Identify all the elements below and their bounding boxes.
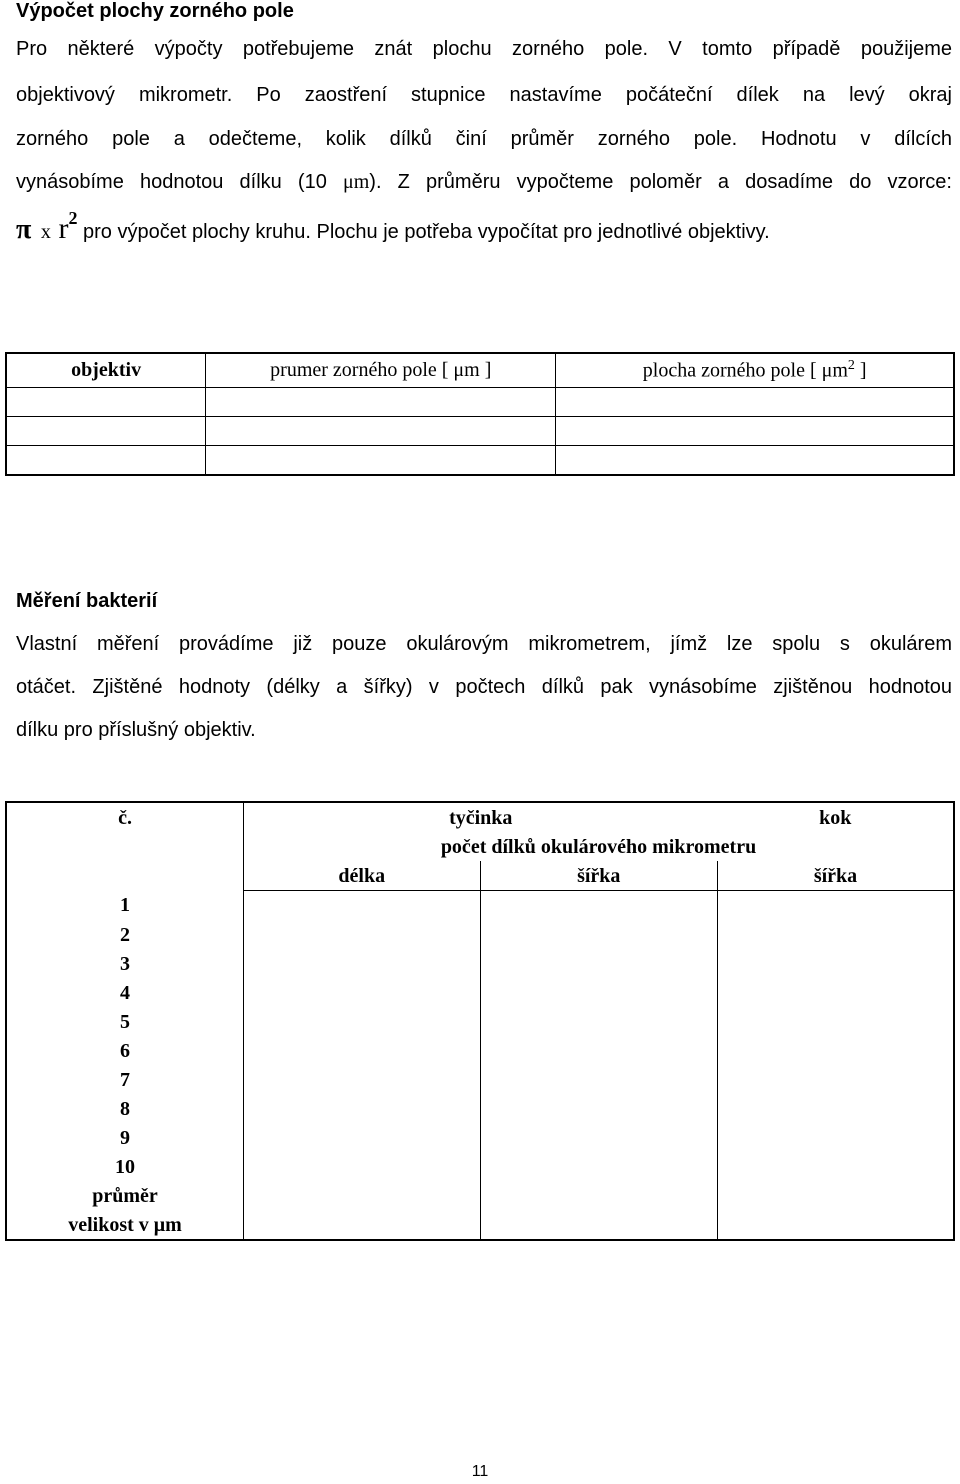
table-cell: [480, 1065, 717, 1094]
header-objective: objektiv: [6, 353, 206, 388]
header-length: délka: [244, 861, 480, 891]
section-heading-bacteria: Měření bakterií: [16, 590, 158, 612]
table-cell: [6, 388, 206, 417]
table-cell: [244, 978, 480, 1007]
table-cell: [717, 978, 954, 1007]
row-label: průměr: [6, 1181, 244, 1210]
table-row: [6, 388, 954, 417]
table-cell: [206, 388, 556, 417]
table-subheader-row: [6, 861, 954, 891]
page-number: 11: [471, 1463, 489, 1480]
table-subheader-row: [6, 832, 954, 861]
paragraph-line: dílku pro příslušný objektiv.: [16, 719, 256, 741]
paragraph-line: [16, 171, 952, 194]
table-row: [6, 1094, 954, 1123]
paragraph-line: objektivový mikrometr. Po zaostření stupnice nastavíme počáteční dílek na levý okraj: [16, 84, 952, 106]
formula-times: x: [40, 221, 51, 243]
table-row: [6, 1210, 954, 1240]
table-cell: [480, 1007, 717, 1036]
row-label: 9: [6, 1123, 244, 1152]
table-header-row: [6, 353, 954, 388]
paragraph-line: Vlastní měření provádíme již pouze okulárovým mikrometrem, jímž lze spolu s okulárem: [16, 633, 952, 655]
table-cell: [556, 417, 954, 446]
header-width-rod: šířka: [480, 861, 717, 891]
table-cell: [717, 1007, 954, 1036]
section-heading-field-of-view: Výpočet plochy zorného pole: [16, 0, 294, 22]
row-label: 4: [6, 978, 244, 1007]
table-cell: [480, 1094, 717, 1123]
row-label: 8: [6, 1094, 244, 1123]
table-cell: [556, 388, 954, 417]
header-number: č.: [6, 802, 244, 832]
formula-pi: π: [16, 214, 32, 245]
row-label: 7: [6, 1065, 244, 1094]
table-cell: [6, 832, 244, 861]
formula-exponent: 2: [68, 208, 78, 228]
table-cell: [480, 1123, 717, 1152]
table-cell: [244, 1181, 480, 1210]
table-cell: [244, 1065, 480, 1094]
table-row: [6, 1123, 954, 1152]
table-cell: [717, 1152, 954, 1181]
table-cell: [6, 417, 206, 446]
field-of-view-table: [5, 352, 955, 476]
text-fragment: ). Z průměru vypočteme poloměr a dosadíme do vzorce:: [369, 171, 952, 193]
row-label: 1: [6, 891, 244, 921]
table-cell: [556, 446, 954, 476]
table-row: [6, 1036, 954, 1065]
table-cell: [244, 920, 480, 949]
table-row: [6, 1065, 954, 1094]
table-cell: [206, 446, 556, 476]
header-diameter: prumer zorného pole [ μm ]: [206, 353, 556, 388]
row-label: 6: [6, 1036, 244, 1065]
row-label: 10: [6, 1152, 244, 1181]
table-cell: [480, 1181, 717, 1210]
table-cell: [244, 1094, 480, 1123]
table-cell: [244, 1036, 480, 1065]
table-cell: [480, 891, 717, 921]
formula-line: [16, 208, 770, 246]
table-cell: [717, 1094, 954, 1123]
table-cell: [717, 920, 954, 949]
table-row: [6, 1007, 954, 1036]
header-width-coccus: šířka: [717, 861, 954, 891]
table-row: [6, 417, 954, 446]
table-cell: [244, 949, 480, 978]
subheader-divisions: počet dílků okulárového mikrometru: [244, 832, 954, 861]
table-cell: [717, 949, 954, 978]
header-area-text: plocha zorného pole [ μm: [642, 359, 848, 382]
table-cell: [717, 1181, 954, 1210]
table-cell: [480, 949, 717, 978]
text-fragment: vynásobíme hodnotou dílku (10: [16, 171, 343, 193]
table-row: [6, 978, 954, 1007]
row-label: 3: [6, 949, 244, 978]
table-cell: [717, 1036, 954, 1065]
row-label: 2: [6, 920, 244, 949]
table-cell: [480, 1036, 717, 1065]
unit-micrometer: μm: [343, 171, 370, 193]
header-area-exponent: 2: [847, 358, 855, 374]
table-cell: [717, 1123, 954, 1152]
bacteria-measurement-table: [5, 801, 955, 1241]
table-cell: [717, 891, 954, 921]
formula-r: r: [58, 212, 69, 245]
table-row: [6, 920, 954, 949]
header-rod: tyčinka: [244, 802, 718, 832]
table-row: [6, 891, 954, 921]
table-cell: [480, 978, 717, 1007]
table-row: [6, 446, 954, 476]
table-cell: [480, 1152, 717, 1181]
table-cell: [244, 891, 480, 921]
header-area: [556, 353, 954, 388]
header-area-suffix: ]: [854, 359, 867, 382]
table-row: [6, 1181, 954, 1210]
header-coccus: kok: [717, 802, 954, 832]
row-label: velikost v μm: [6, 1210, 244, 1240]
table-cell: [6, 861, 244, 891]
table-header-row: [6, 802, 954, 832]
paragraph-line: otáčet. Zjištěné hodnoty (délky a šířky) v počtech dílků pak vynásobíme zjištěnou hodnotou: [16, 676, 952, 698]
table-cell: [717, 1210, 954, 1240]
table-cell: [244, 1007, 480, 1036]
row-label: 5: [6, 1007, 244, 1036]
table-cell: [244, 1210, 480, 1240]
table-cell: [244, 1152, 480, 1181]
text-fragment: pro výpočet plochy kruhu. Plochu je potřeba vypočítat pro jednotlivé objektivy.: [77, 221, 770, 243]
table-cell: [206, 417, 556, 446]
table-cell: [6, 446, 206, 476]
table-row: [6, 1152, 954, 1181]
table-cell: [480, 1210, 717, 1240]
table-cell: [717, 1065, 954, 1094]
table-cell: [244, 1123, 480, 1152]
paragraph-line: zorného pole a odečteme, kolik dílků činí průměr zorného pole. Hodnotu v dílcích: [16, 128, 952, 150]
table-row: [6, 949, 954, 978]
paragraph-line: Pro některé výpočty potřebujeme znát plochu zorného pole. V tomto případě použijeme: [16, 38, 952, 60]
table-cell: [480, 920, 717, 949]
